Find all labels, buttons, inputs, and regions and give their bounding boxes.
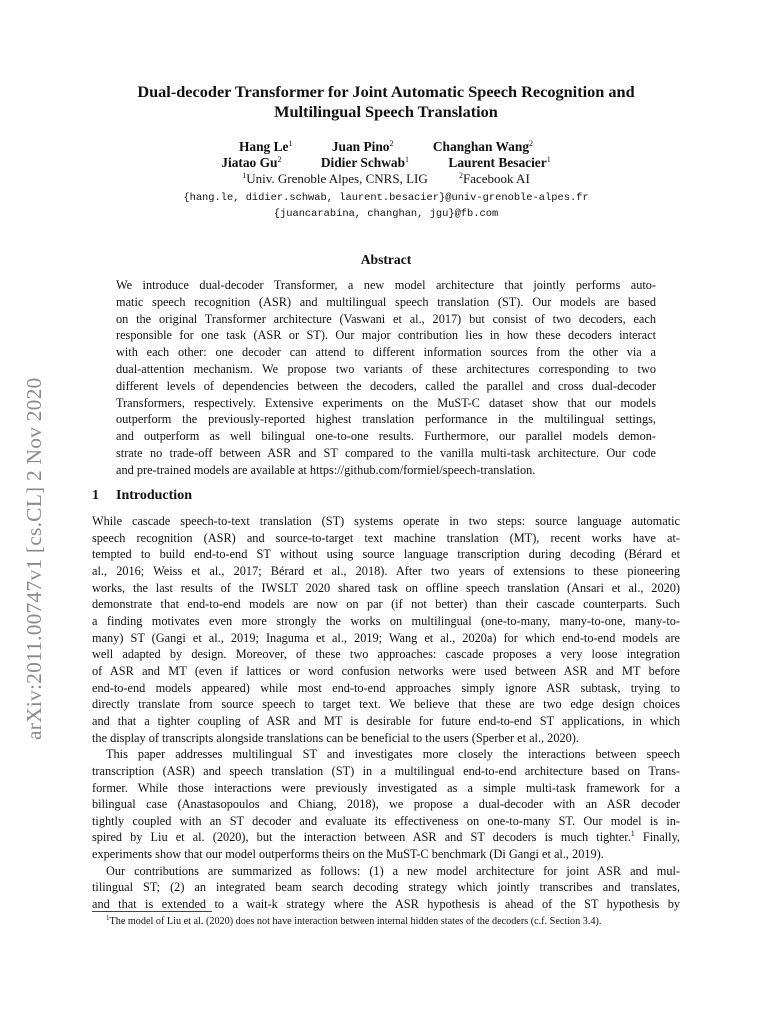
abstract-line: with each other: one decoder can attend to different information sources from the other via a	[116, 345, 656, 360]
body-line-with-footnote: spired by Liu et al. (2020), but the interaction between ASR and ST decoders is much tighter.$^1$ Finally,	[92, 829, 680, 845]
body-line: the display of transcripts alongside translations can be beneficial to the users (Sperber et al., 2020).	[92, 730, 579, 745]
email-line-1: {hang.le, didier.schwab, laurent.besacier}@univ-grenoble-alpes.fr	[183, 192, 589, 204]
author: Hang Le$^1$	[238, 139, 293, 154]
body-line: tightly coupled with an ST decoder and evaluate its effectiveness on one-to-many ST. Our model is in-	[92, 813, 680, 828]
introduction-body	[92, 513, 680, 913]
arxiv-stamp	[22, 320, 52, 740]
footnote	[106, 916, 601, 927]
abstract-line: We introduce dual-decoder Transformer, a new model architecture that jointly performs auto-	[116, 278, 656, 292]
abstract-heading: Abstract	[360, 252, 412, 267]
body-line: experiments show that our model outperforms theirs on the MuST-C benchmark (Di Gangi et al., 2019).	[92, 847, 604, 862]
section-heading	[92, 488, 192, 504]
footnote-divider	[92, 911, 212, 912]
abstract-body	[116, 277, 656, 479]
body-line: of ASR and MT (even if lattices or word confusion networks were used between ASR and MT before	[92, 663, 680, 678]
body-line: demonstrate that end-to-end models are now on par (if not better) than their cascade counterparts. Such	[92, 597, 680, 612]
body-line: While cascade speech-to-text translation (ST) systems operate in two steps: source language automatic	[92, 514, 680, 528]
affiliations	[80, 171, 692, 187]
author: Changhan Wang$^2$	[432, 139, 534, 154]
affiliation: $^1$Univ. Grenoble Alpes, CNRS, LIG	[242, 171, 428, 186]
author: Jiatao Gu$^2$	[221, 155, 282, 170]
section-number: 1	[92, 488, 99, 503]
arxiv-identifier: arXiv:2011.00747v1 [cs.CL] 2 Nov 2020	[22, 377, 46, 740]
affiliation: $^2$Facebook AI	[458, 171, 530, 186]
abstract-line: different levels of dependencies between the decoders, called the parallel and cross dual-decoder	[116, 378, 656, 393]
body-line: works, the last results of the IWSLT 2020 shared task on offline speech translation (Ansari et al., 2020)	[92, 580, 680, 595]
email-line-2: {juancarabina, changhan, jgu}@fb.com	[273, 208, 499, 220]
author-row-1	[80, 139, 692, 155]
abstract-line: on the original Transformer architecture (Vaswani et al., 2017) but consist of two decoders, each	[116, 311, 656, 326]
abstract-line: strate no trade-off between ASR and ST compared to the vanilla multi-task architecture. Our code	[116, 445, 656, 460]
body-line: tempted to build end-to-end ST without using source language transcription during decoding (Bérard et	[92, 547, 680, 562]
section-title: Introduction	[116, 488, 192, 503]
footnote-marker[interactable]: 1	[630, 829, 635, 839]
body-line: former. While those interactions were previously investigated as a simple multi-task framework for a	[92, 780, 680, 795]
body-line: tilingual ST; (2) an integrated beam search decoding strategy which jointly transcribes and translates,	[92, 880, 680, 895]
title-line-2: Multilingual Speech Translation	[274, 102, 498, 121]
paper-title	[80, 82, 692, 122]
body-line: speech recognition (ASR) and source-to-target text machine translation (MT), recent works have at-	[92, 530, 680, 545]
body-line: transcription (ASR) and speech translation (ST) in a multilingual end-to-end architecture based on Trans-	[92, 763, 680, 778]
author-row-2	[80, 155, 692, 171]
author: Laurent Besacier$^1$	[448, 155, 551, 170]
body-line: end-to-end models appeared) while most end-to-end approaches simply ignore ASR subtask, trying to	[92, 680, 680, 695]
abstract-line: matic speech recognition (ASR) and multilingual speech translation (ST). Our models are based	[116, 294, 656, 309]
body-line: well adapted by design. Moreover, of these two approaches: cascade proposes a very loose integration	[92, 647, 680, 662]
abstract-line: responsible for one task (ASR or ST). Our major contribution lies in how these decoders interact	[116, 328, 656, 343]
author: Didier Schwab$^1$	[320, 155, 410, 170]
abstract-line: outperform the previously-reported highest translation performance in the multilingual settings,	[116, 412, 656, 427]
body-line: Our contributions are summarized as follows: (1) a new model architecture for joint ASR and mul-	[106, 863, 680, 878]
footnote-number: 1	[106, 914, 110, 922]
body-line: and that is extended to a wait-k strategy where the ASR hypothesis is ahead of the ST hypothesis by	[92, 897, 680, 912]
body-line: directly translate from source speech to target text. We believe that these are two edge design choices	[92, 697, 680, 712]
body-line: This paper addresses multilingual ST and investigates more closely the interactions between speech	[106, 747, 680, 762]
body-line: many) ST (Gangi et al., 2019; Inaguma et al., 2019; Wang et al., 2020a) for which end-to-end models are	[92, 630, 680, 645]
footnote-text: The model of Liu et al. (2020) does not have interaction between internal hidden states of the decoders (c.f. Section 3.4).	[109, 916, 602, 927]
author: Juan Pino$^2$	[331, 139, 394, 154]
body-line: bilingual case (Anastasopoulos and Chiang, 2018), we propose a dual-decoder with an ASR decoder	[92, 797, 680, 812]
abstract-line: and outperform as well bilingual one-to-one results. Furthermore, our parallel models demon-	[116, 429, 656, 444]
title-line-1: Dual-decoder Transformer for Joint Automatic Speech Recognition and	[137, 82, 635, 101]
abstract-line: and pre-trained models are available at https://github.com/formiel/speech-translation.	[116, 462, 536, 477]
abstract-line: dual-attention mechanism. We propose two variants of these architectures corresponding to two	[116, 361, 656, 376]
body-line: and that a tighter coupling of ASR and MT is desirable for future end-to-end ST applications, in which	[92, 713, 680, 728]
body-line: a finding motivates even more strongly the works on multilingual (one-to-many, many-to-one, many-to-	[92, 613, 680, 628]
abstract-line: Transformers, respectively. Extensive experiments on the MuST-C dataset show that our models	[116, 395, 656, 410]
body-line: al., 2016; Weiss et al., 2017; Bérard et al., 2018). After two years of extensions to these pioneering	[92, 563, 680, 578]
